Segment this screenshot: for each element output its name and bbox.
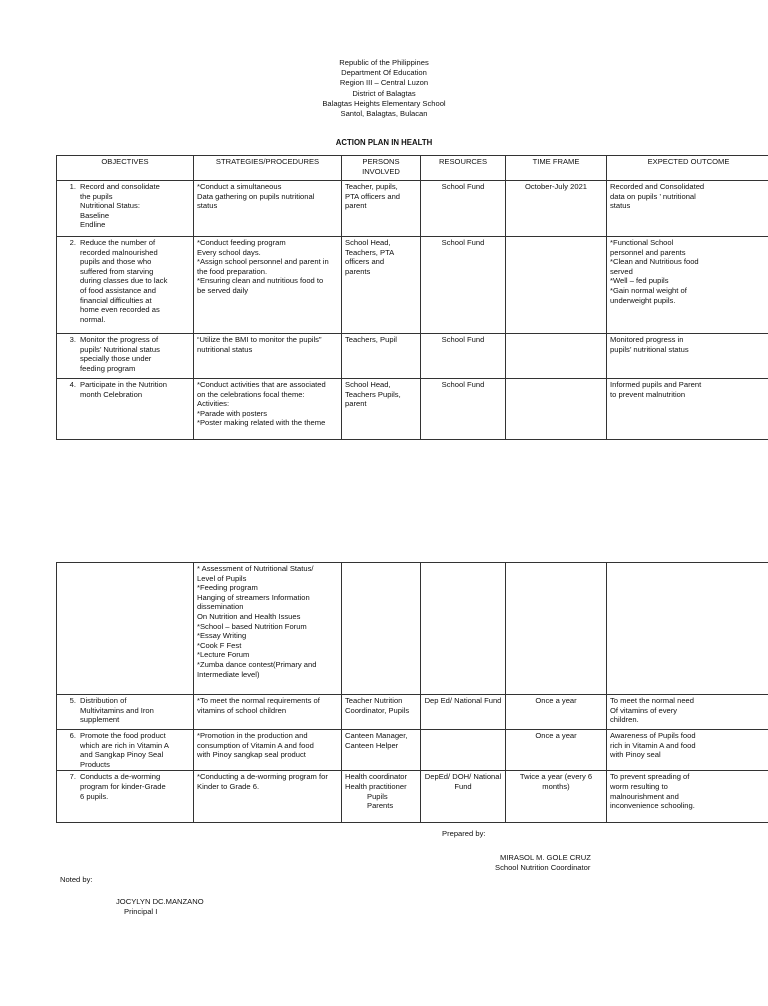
objective-line: Participate in the Nutrition [80,380,167,389]
cell-expected-outcome [607,334,768,379]
strategy-line: nutritional status [197,344,253,354]
table-row-continuation [57,563,768,695]
objective-line: pupils and those who [80,257,152,267]
strategy-line: *Cook F Fest [197,640,242,650]
outcome-line: Awareness of Pupils food [610,731,696,740]
header-line-country: Republic of the Philippines [339,58,429,67]
person-line: Teacher Nutrition [345,696,403,705]
strategy-line: status [197,201,218,211]
strategy-line: *Poster making related with the theme [197,418,326,428]
objective-number: 6. [69,731,76,740]
outcome-line: inconvenience schooling. [610,801,695,811]
strategy-line: *Conduct a simultaneous [197,182,282,191]
objective-text [80,238,184,324]
action-plan-table-part-1 [56,155,768,440]
objective-line: during classes due to lack [80,276,168,286]
outcome-line: *Well – fed pupils [610,276,669,286]
cell-objective [57,237,194,334]
strategy-line: *Conduct feeding program [197,238,286,247]
document-title: ACTION PLAN IN HEALTH [335,138,433,147]
strategy-line: with Pinoy sangkap seal product [197,750,306,760]
objective-line: normal. [80,314,106,324]
strategy-line: *Conduct activities that are associated [197,380,326,389]
cell-persons [342,379,421,440]
objective-line: program for kinder-Grade [80,781,166,791]
strategy-line: *Ensuring clean and nutritious food to [197,276,324,286]
header-time-frame: TIME FRAME [506,156,607,181]
strategy-line: Data gathering on pupils nutritional [197,191,315,201]
outcome-line: Recorded and Consolidated [610,182,705,191]
objective-text [80,182,184,230]
action-plan-table-part-2 [56,562,768,823]
objective-line: Distribution of [80,696,127,705]
objective-line: financial difficulties at [80,295,152,305]
objective-line: and Sangkap Pinoy Seal [80,750,164,760]
person-line: Teacher, pupils, [345,182,398,191]
outcome-line: Monitored progress in [610,335,684,344]
noted-by-label: Noted by: [60,875,93,884]
cell-objective [57,181,194,237]
cell-objective-empty [57,563,194,695]
cell-persons [342,695,421,730]
person-line: PTA officers and [345,191,401,201]
objective-line: Products [80,759,110,769]
outcome-line: children. [610,715,639,725]
outcome-line: rich in Vitamin A and food [610,740,696,750]
objective-number: 2. [69,238,76,247]
table-row [57,334,768,379]
person-line: Coordinator, Pupils [345,705,410,715]
objective-text [80,731,184,769]
strategy-line: *Assign school personnel and parent in [197,257,329,267]
cell-time-frame: October-July 2021 [506,181,607,237]
cell-expected-outcome [607,771,768,823]
strategy-line: * Assessment of Nutritional Status/ [197,564,314,573]
objective-line: Monitor the progress of [80,335,159,344]
objective-line: which are rich in Vitamin A [80,740,169,750]
letterhead [0,58,768,119]
person-line: Teachers, PTA [345,247,395,257]
header-objectives: OBJECTIVES [57,156,194,181]
strategy-line: “Utilize the BMI to monitor the pupils” [197,335,322,344]
strategy-line: *School – based Nutrition Forum [197,621,307,631]
strategy-line: *Promotion in the production and [197,731,308,740]
cell-time-frame: Twice a year (every 6 months) [506,771,607,823]
objective-line: of food assistance and [80,285,156,295]
cell-persons [342,181,421,237]
prepared-by-role: School Nutrition Coordinator [495,863,591,872]
cell-objective [57,695,194,730]
objective-line: Endline [80,220,106,230]
objective-line: the pupils [80,191,113,201]
objective-line: Baseline [80,210,110,220]
header-persons-involved: PERSONS INVOLVED [342,156,421,181]
table-row [57,730,768,771]
person-line: Teachers, Pupil [345,335,397,344]
strategy-line: be served daily [197,285,249,295]
objective-line: 6 pupils. [80,791,109,801]
objective-line: Record and consolidate [80,182,160,191]
outcome-line: Of vitamins of every [610,705,678,715]
strategy-line: Activities: [197,399,230,409]
cell-persons [342,334,421,379]
prepared-by-label: Prepared by: [442,829,486,838]
outcome-line: status [610,201,631,211]
strategy-line: vitamins of school children [197,705,287,715]
cell-expected-outcome [607,695,768,730]
header-line-address: Santol, Balagtas, Bulacan [340,109,428,119]
strategy-line: *Essay Writing [197,631,247,641]
cell-strategies [194,695,342,730]
cell-resources: School Fund [421,237,506,334]
strategy-line: On Nutrition and Health Issues [197,611,301,621]
objective-number: 4. [69,380,76,389]
header-strategies: STRATEGIES/PROCEDURES [194,156,342,181]
cell-resources: School Fund [421,334,506,379]
cell-time-frame: Once a year [506,730,607,771]
strategy-line: the food preparation. [197,266,268,276]
person-line: parents [345,266,371,276]
cell-persons-empty [342,563,421,695]
table-row [57,379,768,440]
cell-time-frame [506,237,607,334]
strategy-line: *Parade with posters [197,408,268,418]
header-line-school: Balagtas Heights Elementary School [322,98,446,108]
objective-text [80,380,184,399]
prepared-by-name: MIRASOL M. GOLE CRUZ [500,853,591,862]
objective-text [80,335,184,373]
objective-line: pupils’ Nutritional status [80,344,160,354]
objective-line: Multivitamins and Iron [80,705,154,715]
person-line: Canteen Manager, [345,731,408,740]
cell-resources [421,730,506,771]
outcome-line: worm resulting to [610,781,668,791]
outcome-line: To meet the normal need [610,696,695,705]
cell-outcome-empty [607,563,768,695]
objective-line: feeding program [80,363,136,373]
outcome-line: served [610,266,633,276]
cell-expected-outcome [607,237,768,334]
header-line-region: Region III – Central Luzon [339,78,429,88]
strategy-line: Every school days. [197,247,261,257]
objective-line: home even recorded as [80,305,160,315]
strategy-line: *To meet the normal requirements of [197,696,320,705]
objective-number: 7. [69,772,76,782]
table-row [57,695,768,730]
objective-line: Promote the food product [80,731,166,740]
table-row [57,771,768,823]
outcome-line: malnourishment and [610,791,679,801]
objective-line: month Celebration [80,389,143,399]
cell-strategies [194,237,342,334]
cell-objective [57,771,194,823]
cell-resources-empty [421,563,506,695]
outcome-line: data on pupils ’ nutritional [610,191,696,201]
strategy-line: Hanging of streamers Information [197,592,310,602]
objective-number: 5. [69,696,76,705]
cell-resources: School Fund [421,181,506,237]
strategy-line: on the celebrations focal theme: [197,389,305,399]
objective-text [80,696,184,725]
noted-by-role: Principal I [124,907,158,916]
objective-text [80,772,184,801]
person-line: Teachers Pupils, [345,389,401,399]
objective-number: 1. [69,182,76,191]
strategy-line: *Zumba dance contest(Primary and [197,659,317,669]
header-line-district: District of Balagtas [352,88,416,98]
strategy-line: *Feeding program [197,583,258,593]
cell-expected-outcome [607,181,768,237]
header-resources: RESOURCES [421,156,506,181]
cell-strategies [194,334,342,379]
cell-expected-outcome [607,379,768,440]
outcome-line: personnel and parents [610,247,686,257]
cell-expected-outcome [607,730,768,771]
objective-line: supplement [80,715,120,725]
cell-strategies-continuation [194,563,342,695]
objective-line: Nutritional Status: [80,201,140,211]
objective-line: specially those under [80,354,152,364]
strategy-line: dissemination [197,602,244,612]
cell-strategies [194,379,342,440]
objective-line: recorded malnourished [80,247,158,257]
noted-by-name: JOCYLYN DC.MANZANO [116,897,204,906]
cell-time-empty [506,563,607,695]
table-row [57,237,768,334]
objective-line: suffered from starving [80,266,154,276]
strategy-line: Kinder to Grade 6. [197,781,260,791]
cell-persons [342,237,421,334]
cell-objective [57,730,194,771]
strategy-line: *Conducting a de-worming program for [197,772,328,782]
table-row [57,181,768,237]
strategy-line: consumption of Vitamin A and food [197,740,314,750]
outcome-line: *Gain normal weight of [610,285,687,295]
person-line: School Head, [345,380,391,389]
cell-time-frame: Once a year [506,695,607,730]
outcome-line: pupils’ nutritional status [610,344,689,354]
cell-objective [57,379,194,440]
outcome-line: to prevent malnutrition [610,389,686,399]
outcome-line: *Functional School [610,238,674,247]
objective-line: Conducts a de-worming [80,772,161,782]
outcome-line: Informed pupils and Parent [610,380,702,389]
cell-objective [57,334,194,379]
objective-line: Reduce the number of [80,238,156,247]
person-line: School Head, [345,238,391,247]
header-expected-outcome: EXPECTED OUTCOME [607,156,768,181]
person-line: Health practitioner [345,781,407,791]
outcome-line: To prevent spreading of [610,772,690,782]
person-line: parent [345,201,367,211]
person-line: parent [345,399,367,409]
header-line-department: Department Of Education [341,68,427,78]
cell-persons [342,771,421,823]
cell-time-frame [506,379,607,440]
strategy-line: Level of Pupils [197,573,247,583]
cell-persons [342,730,421,771]
strategy-line: *Lecture Forum [197,650,250,660]
person-line: Parents [367,801,394,811]
outcome-line: underweight pupils. [610,295,676,305]
cell-strategies [194,181,342,237]
cell-strategies [194,730,342,771]
person-line: Health coordinator [345,772,408,782]
person-line: Canteen Helper [345,740,399,750]
cell-resources: DepEd/ DOH/ National Fund [421,771,506,823]
person-line: officers and [345,257,385,267]
cell-resources: School Fund [421,379,506,440]
cell-time-frame [506,334,607,379]
person-line: Pupils [367,791,388,801]
strategy-line: Intermediate level) [197,669,260,679]
cell-resources: Dep Ed/ National Fund [421,695,506,730]
outcome-line: *Clean and Nutritious food [610,257,699,267]
cell-strategies [194,771,342,823]
outcome-line: with Pinoy seal [610,750,661,760]
objective-number: 3. [69,335,76,344]
